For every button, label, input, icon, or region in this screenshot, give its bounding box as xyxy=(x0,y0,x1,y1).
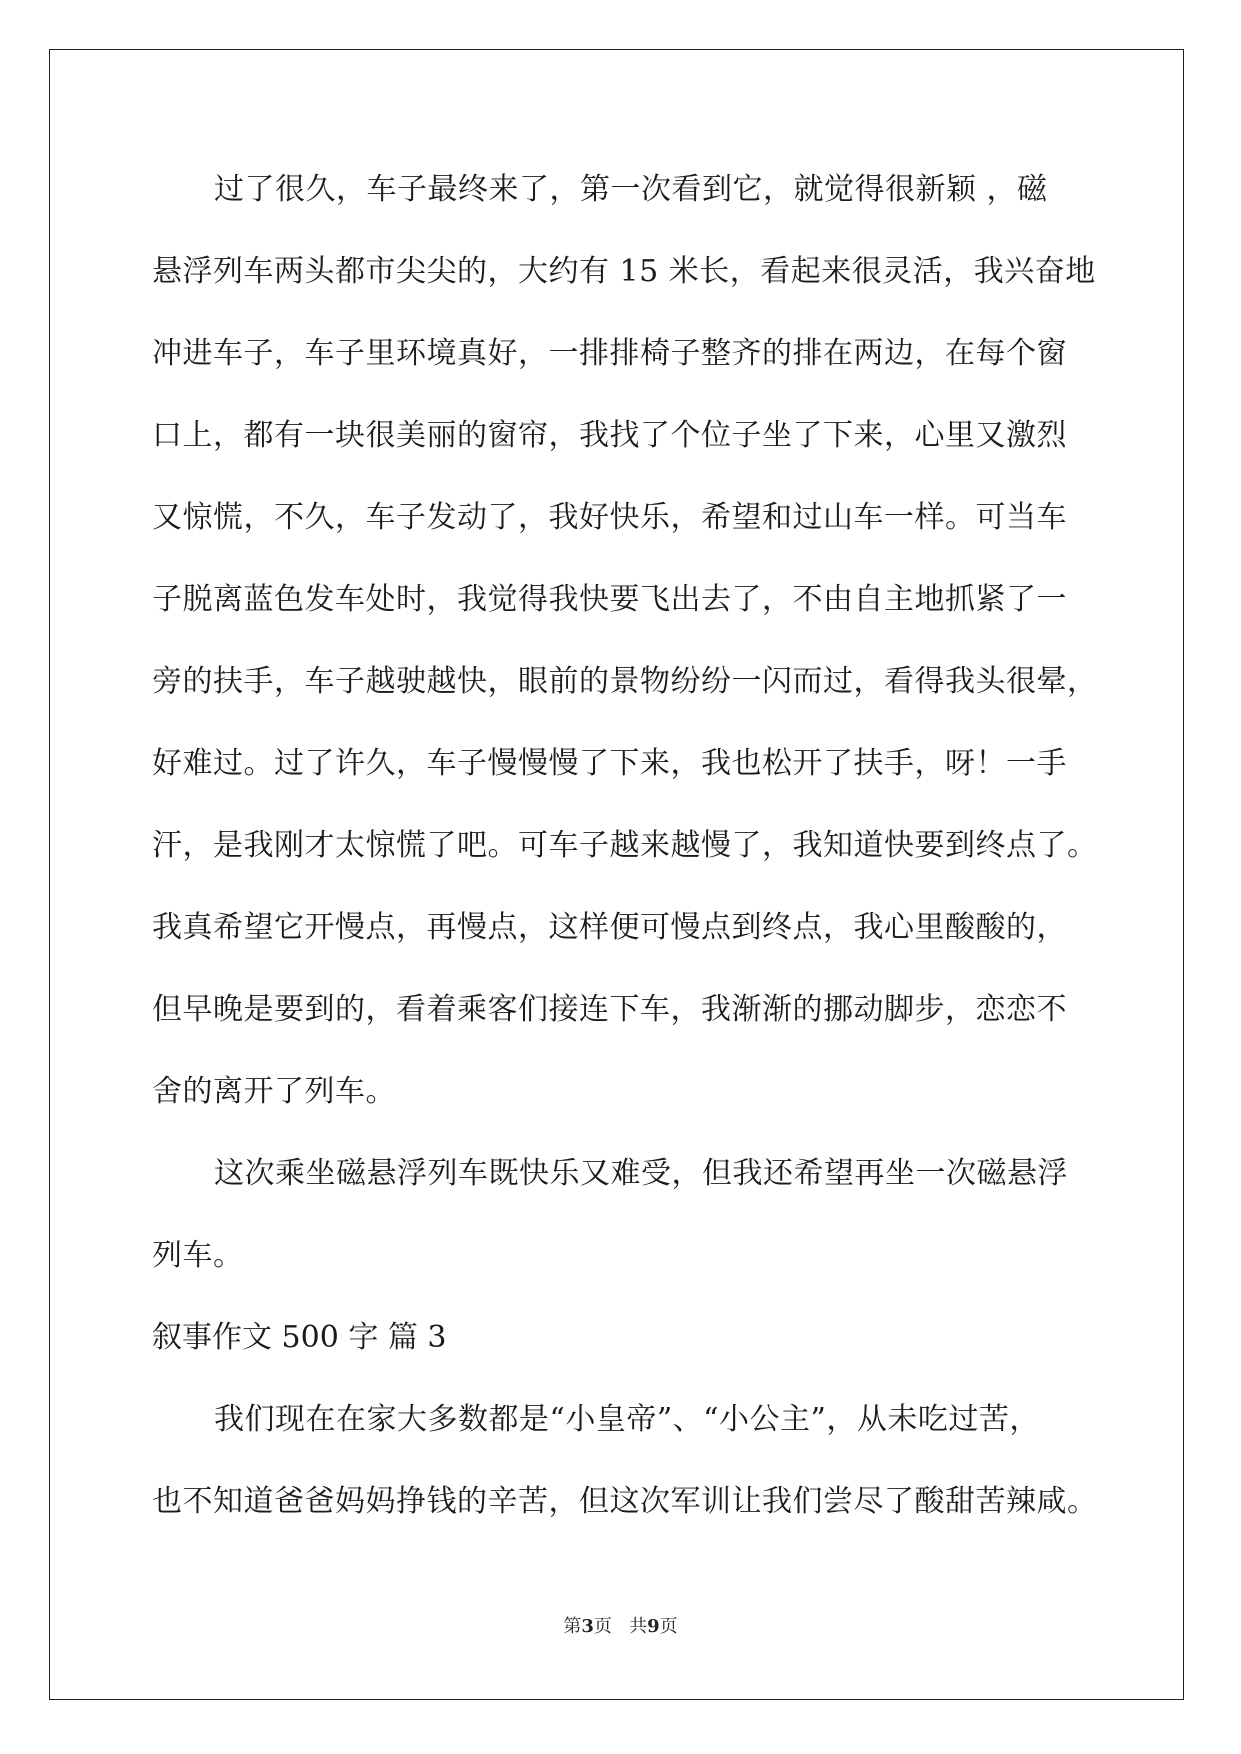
total-suffix: 页 xyxy=(659,1616,678,1637)
section-heading: 叙事作文 500 字 篇 3 xyxy=(152,1320,447,1355)
document-body xyxy=(152,160,1098,1554)
paragraph-1-line: 子脱离蓝色发车处时，我觉得我快要飞出去了，不由自主地抓紧了一 xyxy=(152,582,1067,617)
paragraph-1-line: 过了很久，车子最终来了，第一次看到它，就觉得很新颖 ，磁 xyxy=(214,172,1048,207)
paragraph-2-line: 这次乘坐磁悬浮列车既快乐又难受，但我还希望再坐一次磁悬浮 xyxy=(214,1156,1068,1191)
total-prefix: 共 xyxy=(629,1616,648,1637)
paragraph-3-line: 我们现在在家大多数都是“小皇帝”、“小公主”，从未吃过苦， xyxy=(214,1402,1040,1437)
paragraph-1-line: 口上，都有一块很美丽的窗帘，我找了个位子坐了下来，心里又激烈 xyxy=(152,418,1067,453)
paragraph-1-line: 我真希望它开慢点，再慢点，这样便可慢点到终点，我心里酸酸的， xyxy=(152,910,1067,945)
page-number: 3 xyxy=(581,1616,594,1637)
paragraph-1-line: 冲进车子，车子里环境真好，一排排椅子整齐的排在两边，在每个窗 xyxy=(152,336,1067,371)
paragraph-1-line: 舍的离开了列车。 xyxy=(152,1074,396,1109)
total-pages: 9 xyxy=(647,1616,660,1637)
page-prefix: 第 xyxy=(563,1616,582,1637)
paragraph-3-line: 也不知道爸爸妈妈挣钱的辛苦，但这次军训让我们尝尽了酸甜苦辣咸。 xyxy=(152,1484,1098,1519)
paragraph-1-line: 又惊慌，不久，车子发动了，我好快乐，希望和过山车一样。可当车 xyxy=(152,500,1067,535)
paragraph-1-line: 但早晚是要到的，看着乘客们接连下车，我渐渐的挪动脚步，恋恋不 xyxy=(152,992,1067,1027)
page-footer xyxy=(0,1612,1241,1638)
paragraph-1-line: 悬浮列车两头都市尖尖的，大约有 15 米长，看起来很灵活，我兴奋地 xyxy=(152,254,1096,289)
paragraph-1-line: 好难过。过了许久，车子慢慢慢了下来，我也松开了扶手，呀！一手 xyxy=(152,746,1067,781)
paragraph-1-line: 旁的扶手，车子越驶越快，眼前的景物纷纷一闪而过，看得我头很晕， xyxy=(152,664,1098,699)
page-suffix: 页 xyxy=(593,1616,612,1637)
paragraph-2-line: 列车。 xyxy=(152,1238,244,1273)
paragraph-1-line: 汗，是我刚才太惊慌了吧。可车子越来越慢了，我知道快要到终点了。 xyxy=(152,828,1098,863)
